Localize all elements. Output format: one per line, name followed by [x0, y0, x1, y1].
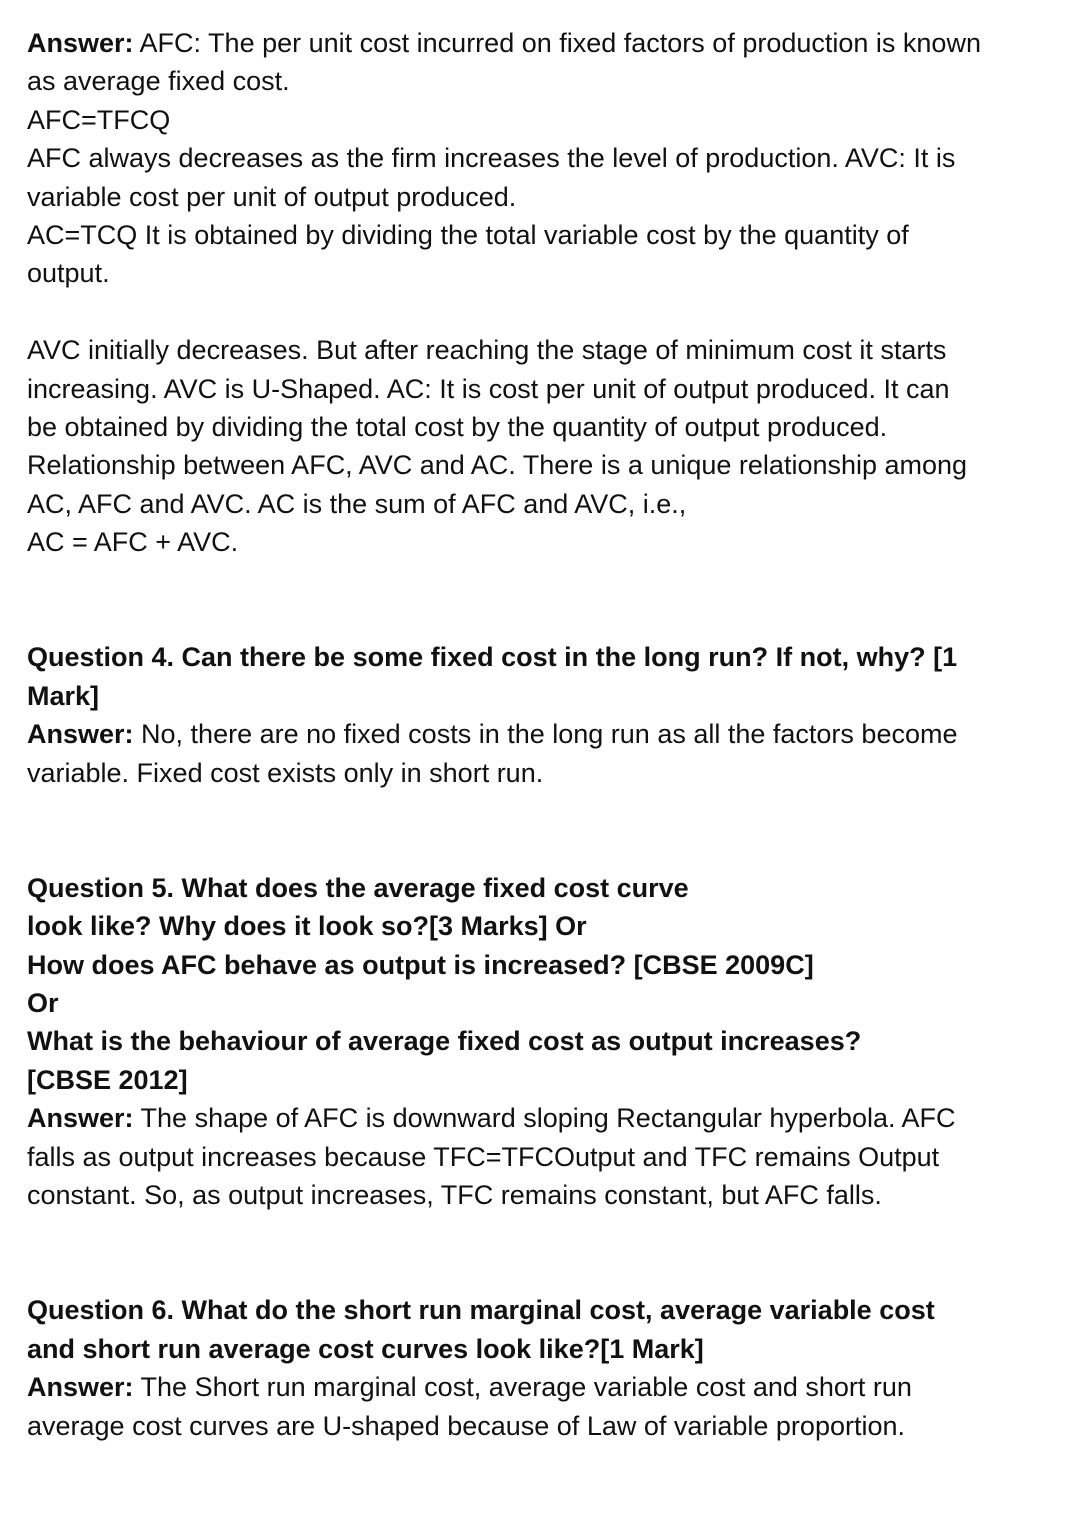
answer-line: [27, 1099, 1062, 1137]
text-line: increasing. AVC is U-Shaped. AC: It is cost per unit of output produced. It can: [27, 373, 950, 404]
relationship-paragraph: [27, 331, 1062, 561]
question-text: Question 6. What do the short run marginal cost, average variable cost: [27, 1295, 935, 1326]
formula-afc: AFC=TFCQ: [27, 104, 171, 135]
question-text: and short run average cost curves look like?[1 Mark]: [27, 1333, 704, 1364]
text-line: Relationship between AFC, AVC and AC. There is a unique relationship among: [27, 450, 968, 481]
answer-line: [27, 24, 1062, 62]
text-line: AC, AFC and AVC. AC is the sum of AFC and AVC, i.e.,: [27, 488, 687, 519]
question-text: Or: [27, 988, 59, 1019]
spacer: [27, 600, 1062, 638]
answer-text: The shape of AFC is downward sloping Rectangular hyperbola. AFC: [133, 1103, 956, 1134]
text-line: as average fixed cost.: [27, 66, 290, 97]
formula-ac-sum: AC = AFC + AVC.: [27, 527, 239, 558]
text-line: be obtained by dividing the total cost by the quantity of output produced.: [27, 412, 888, 443]
text-line: AVC initially decreases. But after reaching the stage of minimum cost it starts: [27, 335, 947, 366]
spacer: [27, 562, 1062, 600]
answer-label: Answer:: [27, 1372, 134, 1403]
document-page: [27, 24, 1062, 1445]
question-6: [27, 1291, 1062, 1445]
answer-text: falls as output increases because TFC=TFCOutput and TFC remains Output: [27, 1141, 940, 1172]
answer-text: AFC: The per unit cost incurred on fixed factors of production is known: [133, 28, 981, 58]
spacer: [27, 1253, 1062, 1291]
answer-line: [27, 1368, 1062, 1406]
text-line: AFC always decreases as the firm increases the level of production. AVC: It is: [27, 143, 956, 174]
answer-line: [27, 715, 1062, 753]
answer-text: No, there are no fixed costs in the long run as all the factors become: [133, 719, 958, 750]
formula-ac: AC=TCQ It is obtained by dividing the total variable cost by the quantity of: [27, 220, 909, 251]
question-text: Mark]: [27, 680, 100, 711]
answer-text: variable. Fixed cost exists only in short run.: [27, 757, 544, 788]
spacer: [27, 830, 1062, 868]
question-text: [CBSE 2012]: [27, 1064, 188, 1095]
question-5: [27, 869, 1062, 1215]
question-4: [27, 638, 1062, 792]
answer-afc-avc-ac: [27, 24, 1062, 293]
question-text: What is the behaviour of average fixed cost as output increases?: [27, 1026, 862, 1057]
spacer: [27, 293, 1062, 331]
answer-text: constant. So, as output increases, TFC remains constant, but AFC falls.: [27, 1180, 882, 1211]
spacer: [27, 792, 1062, 830]
answer-label: Answer:: [27, 28, 134, 58]
question-text: Question 4. Can there be some fixed cost in the long run? If not, why? [1: [27, 642, 958, 673]
answer-label: Answer:: [27, 719, 134, 750]
answer-label: Answer:: [27, 1103, 134, 1134]
spacer: [27, 1215, 1062, 1253]
question-text: look like? Why does it look so?[3 Marks] Or: [27, 911, 587, 942]
text-line: output.: [27, 258, 110, 289]
answer-text: The Short run marginal cost, average variable cost and short run: [133, 1372, 912, 1403]
question-text: How does AFC behave as output is increased? [CBSE 2009C]: [27, 949, 814, 980]
text-line: variable cost per unit of output produced.: [27, 181, 517, 212]
question-text: Question 5. What does the average fixed cost curve: [27, 872, 689, 903]
answer-text: average cost curves are U-shaped because of Law of variable proportion.: [27, 1410, 906, 1441]
